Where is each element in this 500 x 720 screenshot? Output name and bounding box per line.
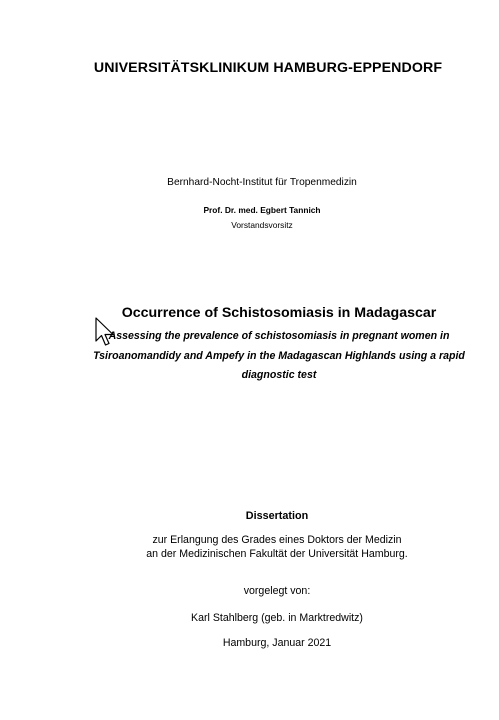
thesis-title: Occurrence of Schistosomiasis in Madagascar — [121, 305, 437, 321]
university-name: UNIVERSITÄTSKLINIKUM HAMBURG-EPPENDORF — [93, 60, 443, 76]
dissertation-heading: Dissertation — [245, 510, 309, 522]
mouse-pointer-icon — [95, 317, 117, 347]
institute-name: Bernhard-Nocht-Institut für Tropenmedizin — [167, 177, 357, 188]
thesis-subtitle-line-2: Tsiroanomandidy and Ampefy in the Madagascan Highlands using a rapid — [93, 350, 465, 362]
dissertation-purpose-line-2: an der Medizinischen Fakultät der Universität Hamburg. — [146, 548, 408, 560]
dissertation-purpose-line-1: zur Erlangung des Grades eines Doktors der Medizin — [152, 534, 402, 546]
presented-by-label: vorgelegt von: — [243, 585, 311, 597]
author-name: Karl Stahlberg (geb. in Marktredwitz) — [191, 612, 363, 624]
chair-role: Vorstandsvorsitz — [231, 220, 293, 230]
thesis-subtitle-line-1: Assessing the prevalence of schistosomiasis in pregnant women in — [108, 330, 450, 342]
thesis-subtitle-line-3: diagnostic test — [241, 369, 317, 381]
place-date: Hamburg, Januar 2021 — [222, 637, 332, 649]
chair-name: Prof. Dr. med. Egbert Tannich — [203, 205, 321, 215]
